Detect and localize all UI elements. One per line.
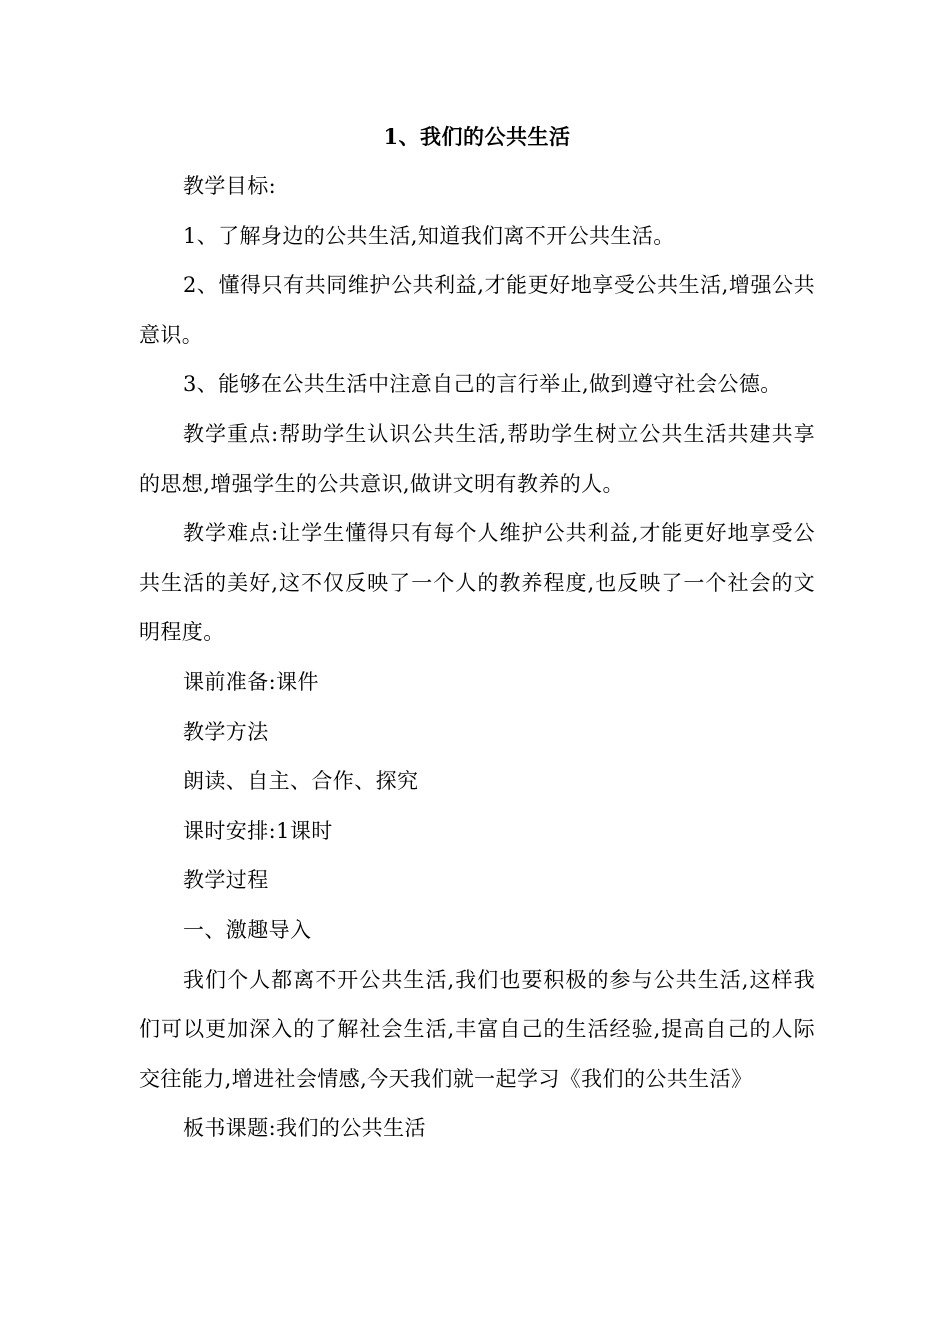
objective-item-1: 1、了解身边的公共生活,知道我们离不开公共生活。 (183, 223, 675, 248)
objective-item-2: 2、懂得只有共同维护公共利益,才能更好地享受公共生活,增强公共意识。 (139, 273, 815, 347)
section-heading-process: 教学过程 (183, 868, 269, 893)
section-heading-objectives: 教学目标: (183, 174, 277, 198)
teaching-difficulties: 教学难点:让学生懂得只有每个人维护公共利益,才能更好地享受公共生活的美好,这不仅反映了一个人的教养程度,也反映了一个社会的文明程度。 (139, 521, 815, 645)
objective-item-3: 3、能够在公共生活中注意自己的言行举止,做到遵守社会公德。 (183, 372, 782, 397)
section-heading-methods: 教学方法 (183, 719, 269, 744)
board-title: 板书课题:我们的公共生活 (183, 1116, 426, 1141)
teaching-key-points: 教学重点:帮助学生认识公共生活,帮助学生树立公共生活共建共享的思想,增强学生的公共意识,做讲文明有教养的人。 (139, 421, 815, 496)
document-body (139, 112, 815, 1154)
process-step-heading: 一、激趣导入 (183, 917, 312, 942)
teaching-methods-list: 朗读、自主、合作、探究 (183, 769, 419, 794)
introduction-paragraph: 我们个人都离不开公共生活,我们也要积极的参与公共生活,这样我们可以更加深入的了解社会生活,丰富自己的生活经验,提高自己的人际交往能力,增进社会情感,今天我们就一起学习《我们的公共生活》 (139, 967, 815, 1091)
class-schedule: 课时安排:1课时 (183, 818, 333, 843)
class-preparation: 课前准备:课件 (183, 669, 319, 694)
document-title: 1、我们的公共生活 (383, 124, 571, 149)
